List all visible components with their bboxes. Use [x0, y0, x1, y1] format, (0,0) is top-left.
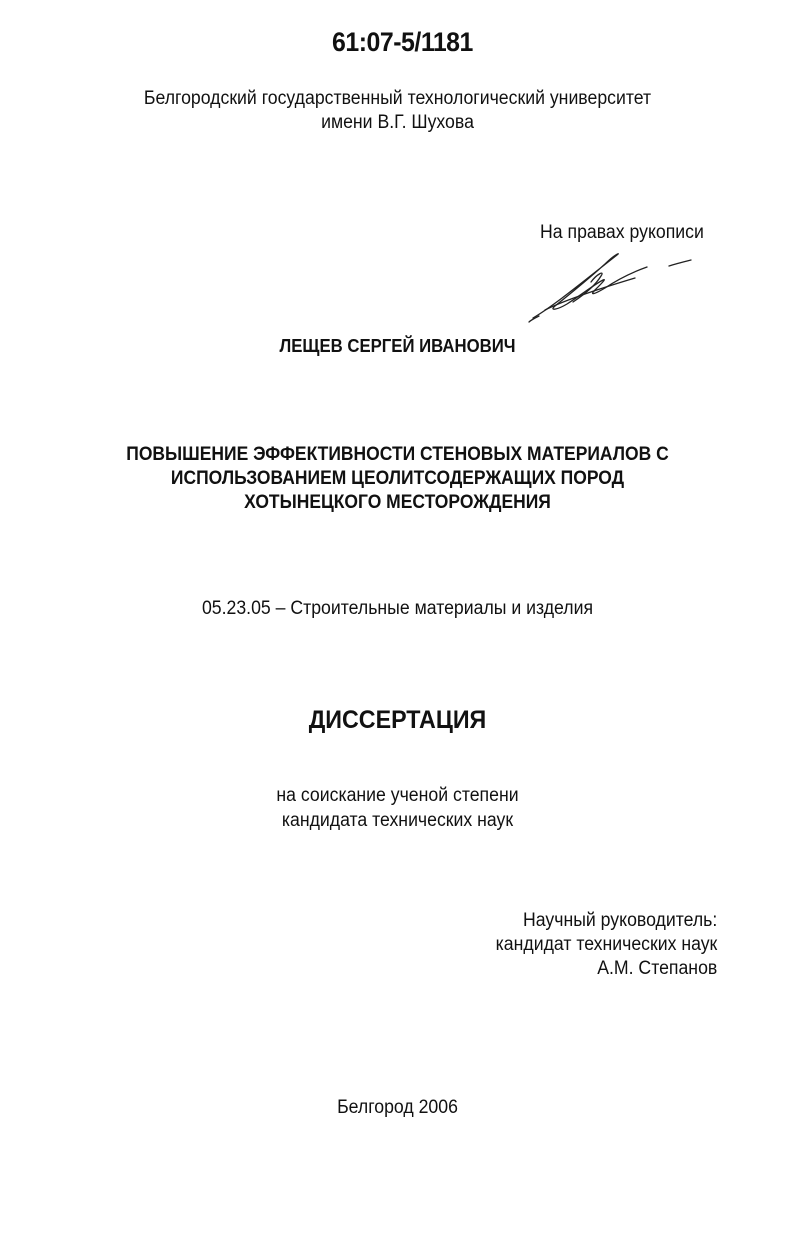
advisor-name: А.М. Степанов	[596, 958, 717, 979]
title-line-1: ПОВЫШЕНИЕ ЭФФЕКТИВНОСТИ СТЕНОВЫХ МАТЕРИАЛОВ С	[126, 444, 669, 465]
university-line-1: Белгородский государственный технологический университет	[143, 88, 652, 109]
title-line-2: ИСПОЛЬЗОВАНИЕМ ЦЕОЛИТСОДЕРЖАЩИХ ПОРОД	[170, 468, 625, 489]
title-line-3: ХОТЫНЕЦКОГО МЕСТОРОЖДЕНИЯ	[244, 492, 551, 513]
author-name: ЛЕЩЕВ СЕРГЕЙ ИВАНОВИЧ	[279, 336, 516, 356]
rights-note: На правах рукописи	[540, 222, 704, 243]
city-year: Белгород 2006	[337, 1097, 458, 1118]
degree-line-2: кандидата технических наук	[281, 810, 514, 831]
degree-sought	[28, 783, 767, 833]
advisor-degree: кандидат технических наук	[495, 934, 717, 955]
specialty-code: 05.23.05 – Строительные материалы и изделия	[201, 598, 594, 619]
degree-line-1: на соискание ученой степени	[276, 785, 519, 806]
thesis-title	[32, 443, 763, 515]
scientific-advisor	[495, 909, 717, 981]
catalog-number: 61:07-5/1181	[332, 27, 473, 57]
advisor-label: Научный руководитель:	[522, 910, 717, 931]
university-line-2: имени В.Г. Шухова	[321, 112, 474, 133]
signature-icon	[525, 250, 695, 325]
university-name	[28, 87, 767, 135]
document-type: ДИССЕРТАЦИЯ	[308, 706, 487, 734]
